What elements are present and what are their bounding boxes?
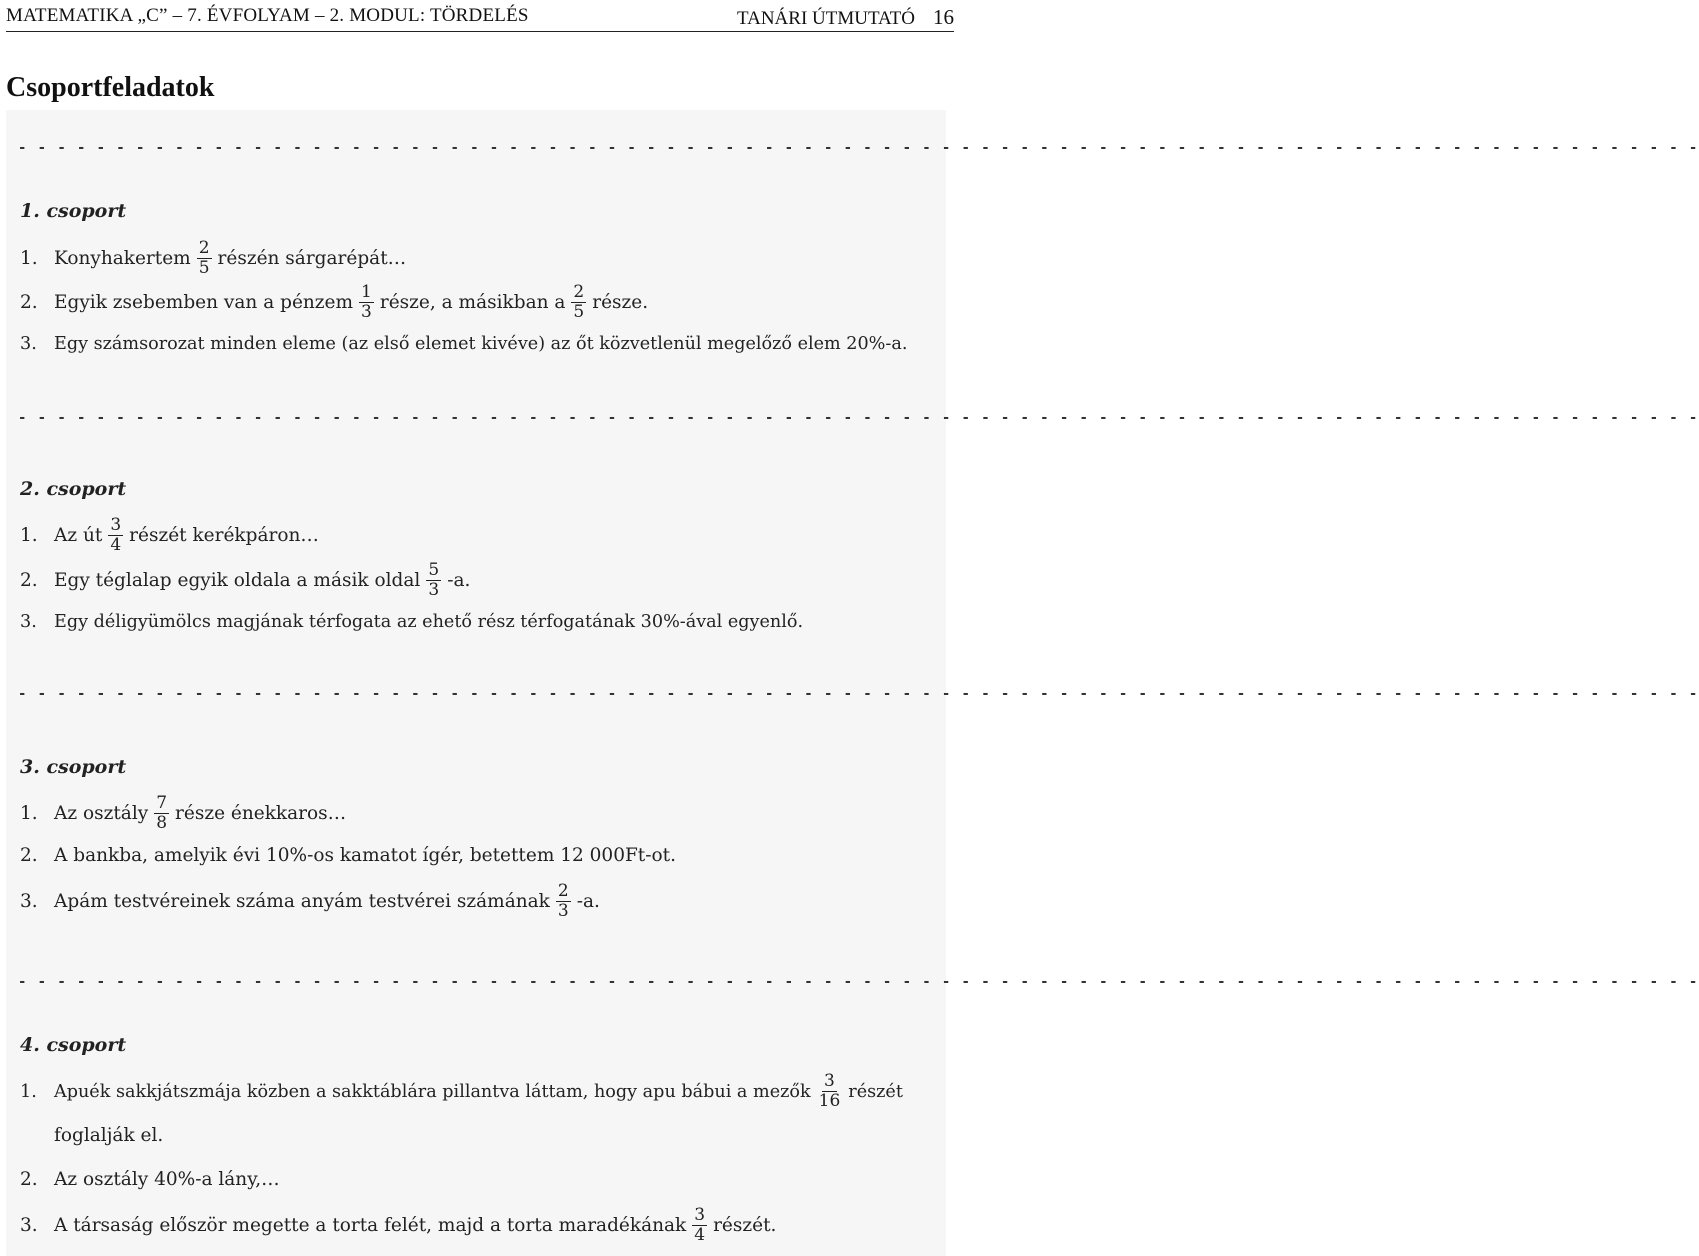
fraction	[426, 562, 441, 599]
page-header	[6, 3, 954, 32]
item-text: A társaság először megette a torta felét, majd a torta maradékának	[54, 1215, 687, 1236]
group1-item3	[20, 334, 907, 354]
numerator: 1	[361, 282, 372, 302]
denominator: 8	[156, 813, 168, 833]
item-text: Egy számsorozat minden eleme (az első elemet kivéve) az őt közvetlenül megelőző elem 20%-a.	[54, 334, 908, 354]
fraction	[154, 795, 169, 832]
denominator: 5	[198, 258, 210, 278]
item-number: 3.	[20, 1215, 38, 1236]
fraction	[108, 517, 123, 554]
denominator: 3	[428, 580, 440, 600]
item-number: 1.	[20, 248, 38, 269]
fraction	[359, 284, 374, 321]
cut-line-3: - - - - - - - - - - - - - - - - - - - - - - - - - - - - - - - - - - - - - - - - - - - - - - - - - - - - - - - - - - - - - - - - - - - - - - - - - - - - - - - - - - - - - -	[18, 686, 1699, 702]
group4-item2	[20, 1169, 280, 1190]
item-number: 1.	[20, 1081, 37, 1102]
header-left-text: MATEMATIKA „C” – 7. ÉVFOLYAM – 2. MODUL: TÖRDELÉS	[6, 5, 529, 26]
group2-item2	[20, 562, 470, 599]
group2-item1	[20, 517, 319, 554]
denominator: 3	[557, 901, 569, 921]
item-text: -a.	[447, 570, 471, 591]
denominator: 16	[818, 1091, 841, 1111]
group-title-3: 3. csoport	[20, 756, 127, 778]
group3-item3	[20, 883, 600, 920]
fraction	[556, 883, 571, 920]
item-text: Apuék sakkjátszmája közben a sakktáblára pillantva láttam, hogy apu bábui a mezők	[54, 1081, 811, 1102]
numerator: 5	[428, 560, 440, 580]
item-text: részén sárgarépát…	[217, 248, 407, 269]
item-text: részét	[848, 1081, 903, 1102]
item-text: részét kerékpáron…	[129, 525, 319, 546]
item-number: 2.	[20, 845, 38, 866]
item-number: 2.	[20, 570, 38, 591]
fraction	[817, 1073, 843, 1110]
item-number: 1.	[20, 803, 38, 824]
numerator: 2	[573, 282, 585, 302]
item-text: Egy déligyümölcs magjának térfogata az ehető rész térfogatának 30%-ával egyenlő.	[54, 612, 804, 632]
item-text: Az út	[54, 525, 103, 546]
numerator: 3	[110, 515, 122, 535]
item-text: A bankba, amelyik évi 10%-os kamatot ígér, betettem 12 000Ft-ot.	[54, 845, 676, 866]
group4-item3	[20, 1207, 776, 1244]
numerator: 2	[198, 238, 210, 258]
group3-item2	[20, 845, 676, 866]
cut-line-2: - - - - - - - - - - - - - - - - - - - - - - - - - - - - - - - - - - - - - - - - - - - - - - - - - - - - - - - - - - - - - - - - - - - - - - - - - - - - - - - - - - - - - -	[18, 410, 1699, 426]
group4-item1	[20, 1073, 903, 1110]
group-title-1: 1. csoport	[20, 200, 127, 222]
header-right	[737, 5, 954, 30]
item-text: Egyik zsebemben van a pénzem	[54, 292, 354, 313]
numerator: 3	[694, 1205, 706, 1225]
denominator: 5	[573, 302, 585, 322]
group1-item1	[20, 240, 406, 277]
denominator: 3	[361, 302, 372, 322]
denominator: 4	[694, 1225, 706, 1245]
item-number: 3.	[20, 612, 37, 632]
item-number: 1.	[20, 525, 38, 546]
item-number: 3.	[20, 334, 37, 354]
fraction	[197, 240, 212, 277]
item-text: része, a másikban a	[379, 292, 566, 313]
group3-item1	[20, 795, 346, 832]
item-text: Apám testvéreinek száma anyám testvérei számának	[54, 891, 550, 912]
numerator: 2	[557, 881, 569, 901]
fraction	[692, 1207, 707, 1244]
group1-item2	[20, 284, 648, 321]
page-title: Csoportfeladatok	[6, 72, 215, 103]
scanned-worksheet	[6, 110, 1699, 1256]
cut-line-1: - - - - - - - - - - - - - - - - - - - - - - - - - - - - - - - - - - - - - - - - - - - - - - - - - - - - - - - - - - - - - - - - - - - - - - - - - - - - - - - - - - - - - -	[18, 140, 1699, 156]
item-text: Az osztály	[54, 803, 149, 824]
group4-item1-continuation: foglalják el.	[54, 1125, 164, 1146]
numerator: 3	[824, 1071, 835, 1091]
cut-line-4: - - - - - - - - - - - - - - - - - - - - - - - - - - - - - - - - - - - - - - - - - - - - - - - - - - - - - - - - - - - - - - - - - - - - - - - - - - - - - - - - - - - - - -	[18, 974, 1699, 990]
denominator: 4	[110, 535, 122, 555]
item-number: 2.	[20, 1169, 38, 1190]
fraction	[571, 284, 586, 321]
item-number: 2.	[20, 292, 38, 313]
item-text: részét.	[713, 1215, 777, 1236]
item-text: része énekkaros…	[175, 803, 347, 824]
group-title-4: 4. csoport	[20, 1034, 127, 1056]
item-text: -a.	[576, 891, 600, 912]
item-text: Egy téglalap egyik oldala a másik oldal	[54, 570, 421, 591]
numerator: 7	[156, 793, 168, 813]
group2-item3	[20, 612, 803, 632]
item-number: 3.	[20, 891, 38, 912]
item-text: Az osztály 40%-a lány,…	[54, 1169, 280, 1190]
item-text: része.	[592, 292, 649, 313]
group-title-2: 2. csoport	[20, 478, 127, 500]
page-number: 16	[933, 5, 954, 29]
header-right-text: TANÁRI ÚTMUTATÓ	[737, 8, 915, 29]
item-text: Konyhakertem	[54, 248, 191, 269]
